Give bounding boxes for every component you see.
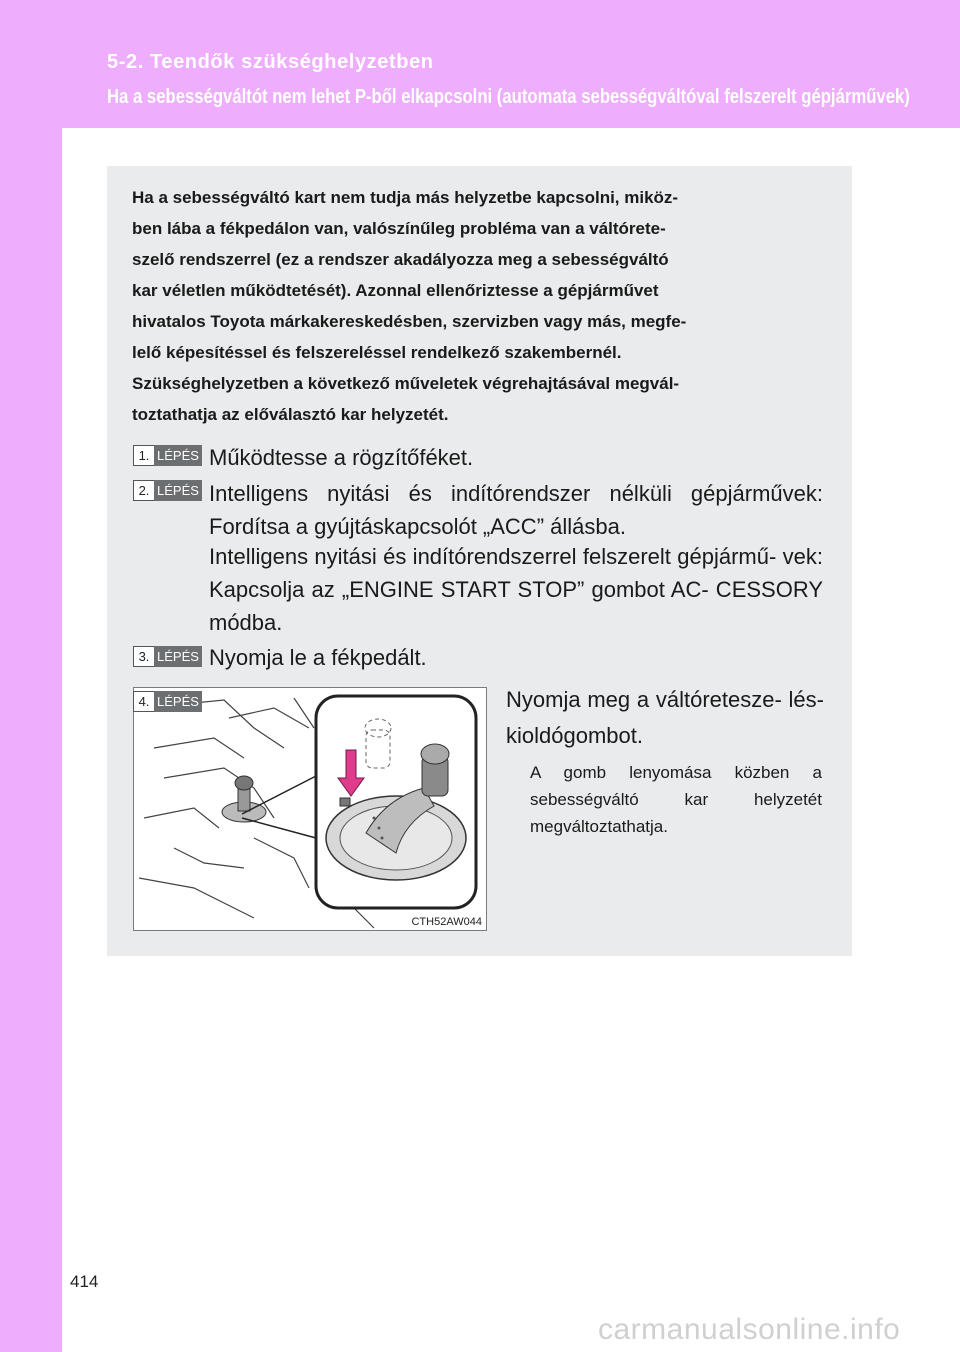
step-number: 4. [133,691,154,712]
figure-code: CTH52AW044 [411,916,482,928]
step-word: LÉPÉS [154,445,202,466]
intro-line: Ha a sebességváltó kart nem tudja más helyzetbe kapcsolni, miköz- [132,188,679,207]
step-1-text: Működtesse a rögzítőféket. [209,445,474,470]
step-number: 2. [133,480,154,501]
intro-line: toztathatja az előválasztó kar helyzetét. [132,405,449,424]
intro-line: kar véletlen működtetését). Azonnal ellenőriztesse a gépjárművet [132,281,659,300]
left-color-strip [0,128,62,1352]
step-word: LÉPÉS [154,691,202,712]
step-badge-2 [133,480,202,501]
step-4-text: Nyomja meg a váltóretesze- lés-kioldógombot. [506,687,824,748]
intro-line: ben lába a fékpedálon van, valószínűleg probléma van a váltórete- [132,219,666,238]
page-number: 414 [70,1272,99,1291]
intro-line: hivatalos Toyota márkakereskedésben, szervizben vagy más, megfe- [132,312,687,331]
step-word: LÉPÉS [154,646,202,667]
step-badge-3 [133,646,202,667]
step-word: LÉPÉS [154,480,202,501]
section-label: 5-2. Teendők szükséghelyzetben [107,51,434,73]
intro-line: Szükséghelyzetben a következő műveletek végrehajtásával megvál- [132,374,680,393]
intro-line: lelő képesítéssel és felszereléssel rendelkező szakembernél. [132,343,622,362]
intro-line: szelő rendszerrel (ez a rendszer akadályozza meg a sebességváltó [132,250,669,269]
section-title: Ha a sebességváltót nem lehet P-ből elkapcsolni (automata sebességváltóval felszerelt gépjárművek) [107,86,910,108]
step-number: 1. [133,445,154,466]
shift-lever-drawing [134,688,486,930]
step-2-text-alt: Intelligens nyitási és indítórendszerrel felszerelt gépjármű- vek: Kapcsolja az „ENGINE START STOP” gombot AC- CESSORY módba. [209,544,823,635]
step-3-text: Nyomja le a fékpedált. [209,645,427,670]
step-number: 3. [133,646,154,667]
step-badge-4 [133,691,202,712]
step-2-text: Intelligens nyitási és indítórendszer nélküli gépjárművek: Fordítsa a gyújtáskapcsolót „ACC” állásba. [209,481,823,539]
intro-paragraph [132,182,822,430]
watermark: carmanualsonline.info [598,1313,901,1346]
step-badge-1 [133,445,202,466]
step-4-note: A gomb lenyomása közben a sebességváltó kar helyzetét megváltoztathatja. [530,763,822,836]
shift-lock-illustration [133,687,487,931]
